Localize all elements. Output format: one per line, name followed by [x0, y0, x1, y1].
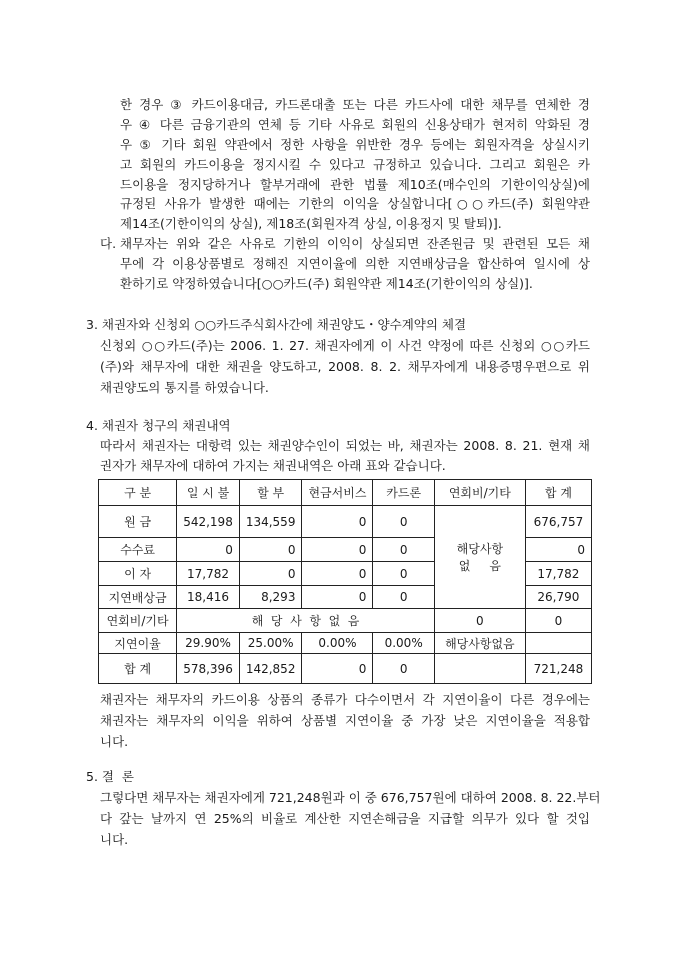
paragraph-line: 권자가 채무자에 대하여 가지는 채권내역은 아래 표와 같습니다. [100, 458, 446, 473]
header-cell: 합 계 [525, 480, 591, 506]
cell: 542,198 [177, 506, 240, 538]
header-cell: 현금서비스 [302, 480, 373, 506]
merged-none-line: 없 음 [458, 559, 501, 573]
paragraph-line: 규정된 사유가 발생한 때에는 기한의 이익을 상실합니다[○○카드(주) 회원약관 [120, 196, 590, 211]
paragraph-line: 채권양도의 통지를 하였습니다. [100, 380, 269, 395]
paragraph-line: 니다. [100, 734, 129, 749]
paragraph-line: 그렇다면 채무자는 채권자에게 721,248원과 이 중 676,757원에 대하여 2008. 8. 22.부터 [100, 790, 601, 805]
cell: 578,396 [177, 654, 240, 684]
cell: 0 [302, 538, 373, 562]
cell: 721,248 [525, 654, 591, 684]
cell: 해당사항없음 [434, 633, 525, 654]
section-heading: 4. 채권자 청구의 채권내역 [86, 418, 231, 433]
paragraph-line: 고 회원의 카드이용을 정지시킬 수 있다고 규정하고 있습니다. 그리고 회원은 카 [120, 157, 590, 172]
cell: 17,782 [177, 562, 240, 586]
cell: 0 [373, 506, 434, 538]
paragraph-line: 무에 각 이용상품별로 정해진 지연이율에 의한 지연배상금을 합산하여 일시에 상 [120, 256, 590, 271]
row-label: 수수료 [99, 538, 177, 562]
header-cell: 할 부 [239, 480, 302, 506]
cell: 29.90% [177, 633, 240, 654]
paragraph-line: 채무자는 위와 같은 사유로 기한의 이익이 상실되면 잔존원금 및 관련된 모든 채 [120, 236, 590, 251]
cell: 142,852 [239, 654, 302, 684]
cell [434, 654, 525, 684]
table-row [99, 609, 592, 633]
paragraph-line: (주)와 채무자에 대한 채권을 양도하고, 2008. 8. 2. 채무자에게 내용증명우편으로 위 [100, 359, 590, 374]
paragraph-line: 채권자는 채무자의 이익을 위하여 상품별 지연이율 중 가장 낮은 지연이율을 적용합 [100, 713, 590, 728]
cell: 0 [302, 562, 373, 586]
cell: 0.00% [302, 633, 373, 654]
paragraph-line: 드이용을 정지당하거나 할부거래에 관한 법률 제10조(매수인의 기한이익상실)에 [120, 177, 590, 192]
cell: 0 [373, 586, 434, 609]
cell: 0 [373, 562, 434, 586]
header-cell: 구 분 [99, 480, 177, 506]
cell: 0.00% [373, 633, 434, 654]
paragraph-line: 따라서 채권자는 대항력 있는 채권양수인이 되었는 바, 채권자는 2008. 8. 21. 현재 채 [100, 438, 590, 453]
header-cell: 연회비/기타 [434, 480, 525, 506]
cell: 18,416 [177, 586, 240, 609]
cell: 0 [239, 538, 302, 562]
cell: 0 [302, 586, 373, 609]
row-label: 이 자 [99, 562, 177, 586]
cell: 0 [302, 654, 373, 684]
paragraph-line: 우 ④ 다른 금융기관의 연체 등 기타 사유로 회원의 신용상태가 현저히 악화된 경 [120, 117, 590, 132]
paragraph-line: 환하기로 약정하였습니다[○○카드(주) 회원약관 제14조(기한이익의 상실)]. [120, 276, 533, 291]
paragraph-line: 신청외 ○○카드(주)는 2006. 1. 27. 채권자에게 이 사건 약정에 따른 신청외 ○○카드 [100, 338, 590, 353]
cell: 0 [434, 609, 525, 633]
cell: 25.00% [239, 633, 302, 654]
row-label: 연회비/기타 [99, 609, 177, 633]
header-cell: 일 시 불 [177, 480, 240, 506]
cell: 134,559 [239, 506, 302, 538]
paragraph-line: 니다. [100, 832, 129, 847]
merged-none-line: 해당사항 [456, 542, 504, 556]
paragraph-line: 채권자는 채무자의 카드이용 상품의 종류가 다수이면서 각 지연이율이 다른 경우에는 [100, 692, 590, 707]
paragraph-line: 제14조(기한이익의 상실), 제18조(회원자격 상실, 이용정지 및 탈퇴)]. [120, 216, 502, 231]
merged-none-cell [434, 506, 525, 609]
cell: 8,293 [239, 586, 302, 609]
merged-none-cell: 해 당 사 항 없 음 [177, 609, 435, 633]
paragraph-line: 한 경우 ③ 카드이용대금, 카드론대출 또는 다른 카드사에 대한 채무를 연체한 경 [120, 97, 590, 112]
cell: 676,757 [525, 506, 591, 538]
table-row [99, 633, 592, 654]
row-label: 지연배상금 [99, 586, 177, 609]
section-heading: 3. 채권자와 신청외 ○○카드주식회사간에 채권양도・양수계약의 체결 [86, 317, 467, 332]
header-cell: 카드론 [373, 480, 434, 506]
cell: 0 [302, 506, 373, 538]
cell: 0 [373, 654, 434, 684]
section-heading: 5. 결 론 [86, 769, 134, 784]
table-header-row [99, 480, 592, 506]
cell: 0 [525, 609, 591, 633]
cell: 0 [239, 562, 302, 586]
paragraph-line: 다 갚는 날까지 연 25%의 비율로 계산한 지연손해금을 지급할 의무가 있다 할 것입 [100, 811, 590, 826]
cell: 0 [373, 538, 434, 562]
item-label: 다. [100, 236, 117, 251]
claim-table [98, 479, 592, 684]
table-row [99, 506, 592, 538]
row-label: 원 금 [99, 506, 177, 538]
cell [525, 633, 591, 654]
cell: 0 [177, 538, 240, 562]
cell: 0 [525, 538, 591, 562]
table-total-row [99, 654, 592, 684]
cell: 17,782 [525, 562, 591, 586]
cell: 26,790 [525, 586, 591, 609]
row-label: 합 계 [99, 654, 177, 684]
paragraph-line: 우 ⑤ 기타 회원 약관에서 정한 사항을 위반한 경우 등에는 회원자격을 상실시키 [120, 137, 590, 152]
row-label: 지연이율 [99, 633, 177, 654]
